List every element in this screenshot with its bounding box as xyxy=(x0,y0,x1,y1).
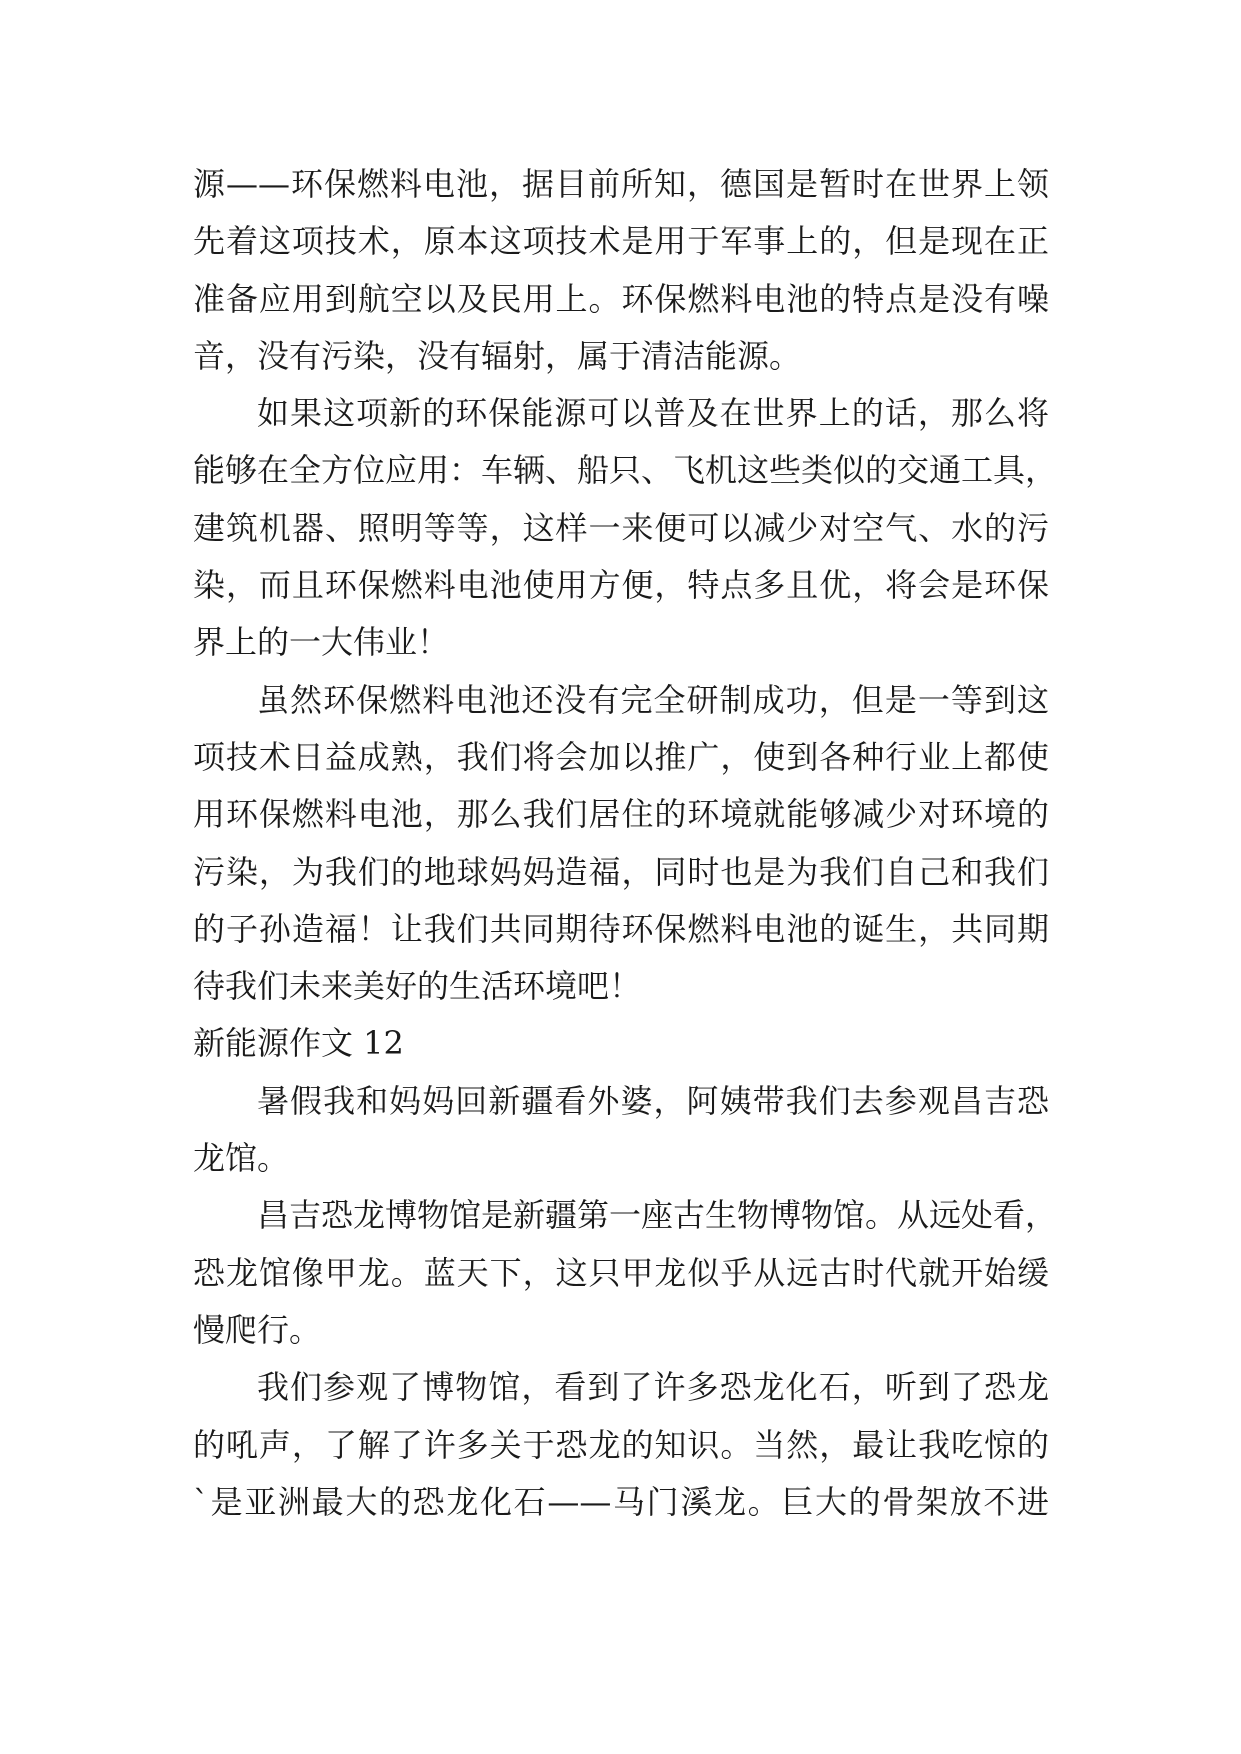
text-line: 染，而且环保燃料电池使用方便，特点多且优，将会是环保 xyxy=(193,566,1049,605)
text-line: 我们参观了博物馆，看到了许多恐龙化石，听到了恐龙 xyxy=(257,1368,1049,1407)
paragraph xyxy=(193,1073,1049,1188)
paragraph xyxy=(193,672,1049,1016)
text-line: 音，没有污染，没有辐射，属于清洁能源。 xyxy=(193,336,802,375)
text-line: 先着这项技术，原本这项技术是用于军事上的，但是现在正 xyxy=(193,222,1049,261)
text-line: `是亚洲最大的恐龙化石——马门溪龙。巨大的骨架放不进 xyxy=(193,1482,1049,1521)
text-line: 如果这项新的环保能源可以普及在世界上的话，那么将 xyxy=(257,394,1049,433)
document-body xyxy=(193,156,1058,1531)
text-line: 的吼声，了解了许多关于恐龙的知识。当然，最让我吃惊的 xyxy=(193,1425,1049,1464)
text-line: 建筑机器、照明等等，这样一来便可以减少对空气、水的污 xyxy=(193,508,1049,547)
paragraph xyxy=(193,1187,1058,1359)
paragraph xyxy=(193,156,1049,385)
text-line: 暑假我和妈妈回新疆看外婆，阿姨带我们去参观昌吉恐 xyxy=(257,1081,1049,1120)
text-line: 准备应用到航空以及民用上。环保燃料电池的特点是没有噪 xyxy=(193,279,1049,318)
text-line: 源——环保燃料电池，据目前所知，德国是暂时在世界上领 xyxy=(193,165,1049,203)
text-line: 项技术日益成熟，我们将会加以推广，使到各种行业上都使 xyxy=(193,737,1049,776)
paragraph xyxy=(193,385,1058,671)
text-line: 用环保燃料电池，那么我们居住的环境就能够减少对环境的 xyxy=(193,795,1049,834)
text-line: 能够在全方位应用：车辆、船只、飞机这些类似的交通工具， xyxy=(193,451,1058,490)
text-line: 恐龙馆像甲龙。蓝天下，这只甲龙似乎从远古时代就开始缓 xyxy=(193,1253,1049,1292)
section-heading: 新能源作文 12 xyxy=(193,1024,404,1063)
text-line: 虽然环保燃料电池还没有完全研制成功，但是一等到这 xyxy=(257,680,1049,719)
text-line: 界上的一大伟业！ xyxy=(193,623,450,662)
text-line: 的子孙造福！让我们共同期待环保燃料电池的诞生，共同期 xyxy=(193,909,1049,948)
text-line: 昌吉恐龙博物馆是新疆第一座古生物博物馆。从远处看， xyxy=(257,1196,1058,1235)
paragraph xyxy=(193,1359,1049,1531)
text-line: 龙馆。 xyxy=(193,1139,290,1178)
text-line: 污染，为我们的地球妈妈造福，同时也是为我们自己和我们 xyxy=(193,852,1049,891)
text-line: 慢爬行。 xyxy=(193,1310,322,1349)
text-line: 待我们未来美好的生活环境吧！ xyxy=(193,967,642,1006)
